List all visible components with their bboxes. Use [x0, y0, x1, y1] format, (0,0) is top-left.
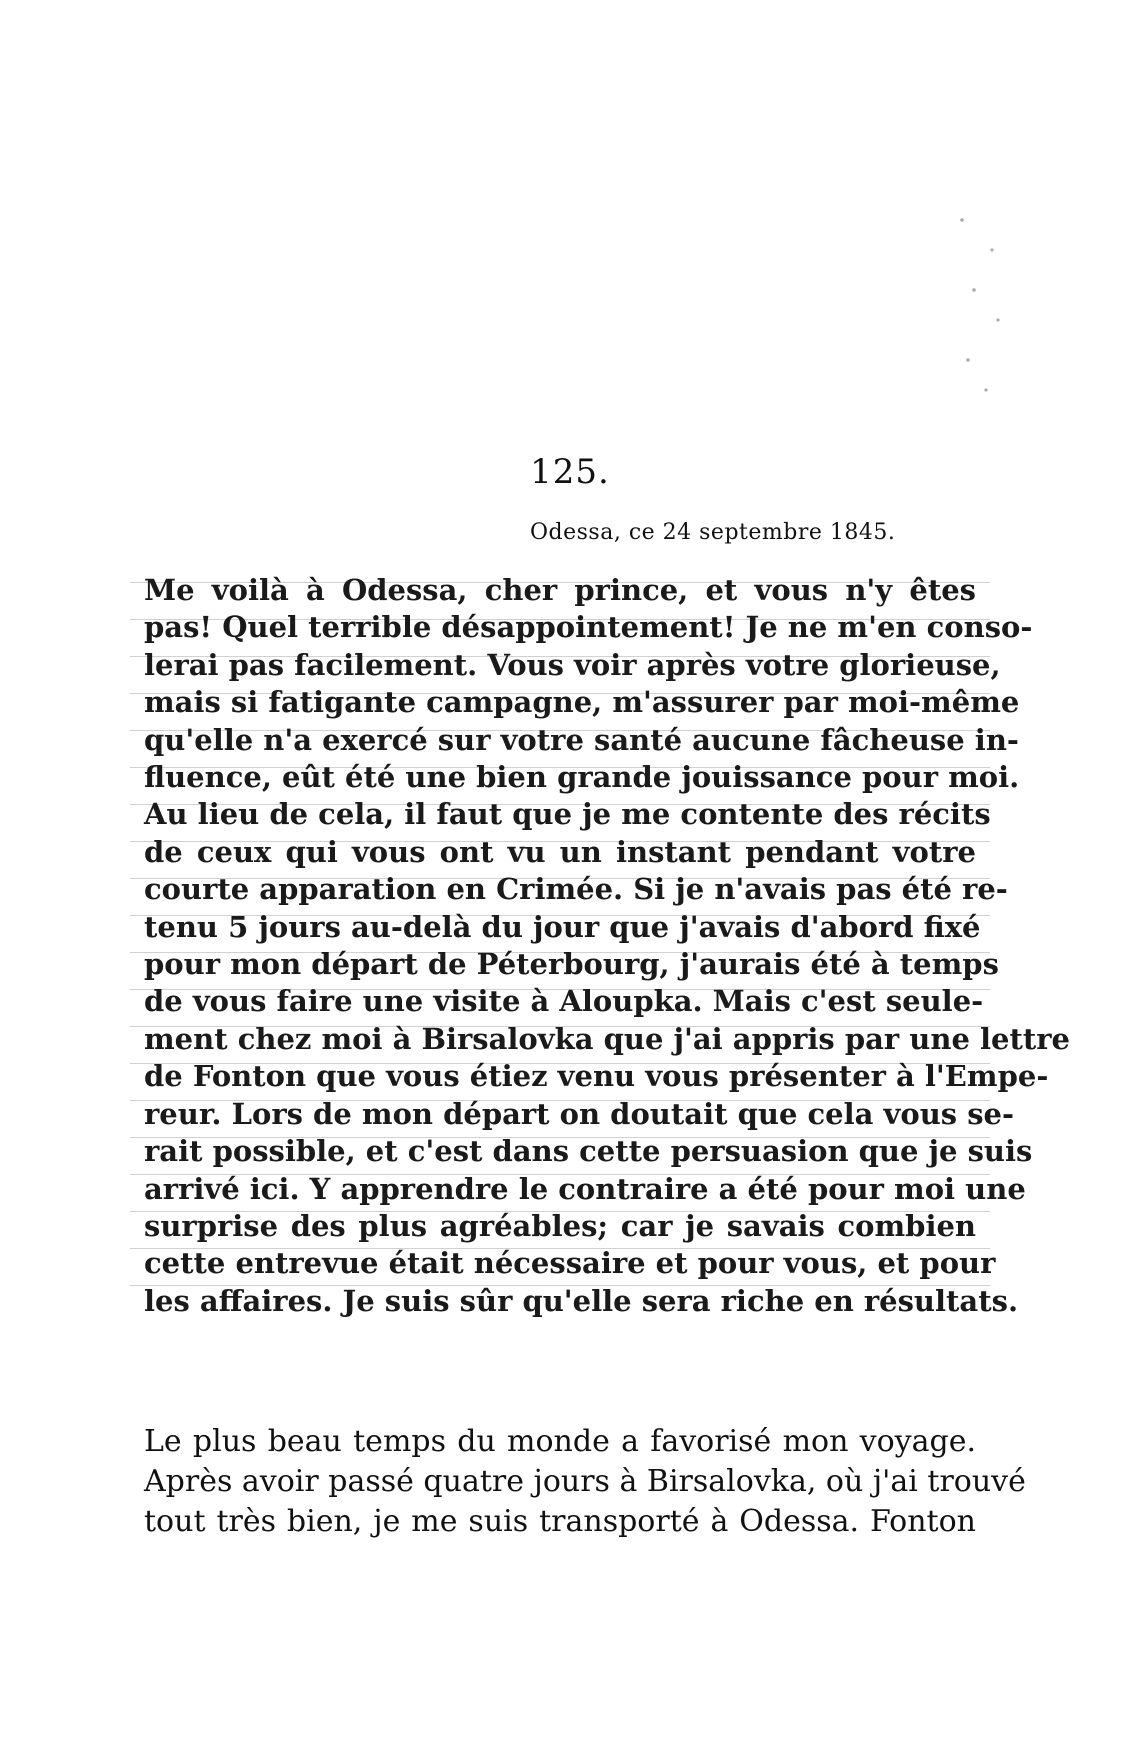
text-line: Au lieu de cela, il faut que je me contente des récits [144, 797, 991, 832]
scan-specks [950, 200, 1010, 400]
text-line: ment chez moi à Birsalovka que j'ai appris par une lettre [144, 1021, 1071, 1056]
text-line: reur. Lors de mon départ on doutait que cela vous se- [144, 1096, 1015, 1131]
text-line: de vous faire une visite à Aloupka. Mais c'est seule- [144, 984, 984, 1019]
text-line: Après avoir passé quatre jours à Birsalovka, où j'ai trouvé [144, 1464, 1026, 1499]
text-line: fluence, eût été une bien grande jouissance pour moi. [144, 760, 1020, 795]
text-line: pas! Quel terrible désappointement! Je ne m'en conso- [144, 610, 1033, 645]
text-line: tenu 5 jours au-delà du jour que j'avais d'abord fixé [144, 909, 981, 944]
text-line: de ceux qui vous ont vu un instant pendant votre [144, 834, 976, 869]
text-line: lerai pas facilement. Vous voir après votre glorieuse, [144, 647, 1001, 682]
page-number: 125. [530, 452, 610, 492]
text-line: qu'elle n'a exercé sur votre santé aucune fâcheuse in- [144, 722, 1019, 757]
text-line: courte apparation en Crimée. Si je n'avais pas été re- [144, 872, 1008, 907]
text-line: Me voilà à Odessa, cher prince, et vous n'y êtes [144, 573, 976, 607]
text-line: Le plus beau temps du monde a favorisé mon voyage. [144, 1424, 976, 1459]
text-line: rait possible, et c'est dans cette persuasion que je suis [144, 1134, 1033, 1169]
text-line: arrivé ici. Y apprendre le contraire a été pour moi une [144, 1171, 1026, 1206]
text-line: surprise des plus agréables; car je savais combien [144, 1208, 976, 1243]
letter-paragraph [144, 572, 1071, 1320]
text-line: cette entrevue était nécessaire et pour vous, et pour [144, 1246, 996, 1281]
letter-dateline: Odessa, ce 24 septembre 1845. [530, 520, 896, 545]
text-line: tout très bien, je me suis transporté à Odessa. Fonton [144, 1504, 976, 1539]
text-line: mais si fatigante campagne, m'assurer par moi-même [144, 685, 1020, 720]
second-paragraph [144, 1422, 1026, 1542]
text-line: les affaires. Je suis sûr qu'elle sera riche en résultats. [144, 1283, 1019, 1318]
text-line: pour mon départ de Péterbourg, j'aurais été à temps [144, 947, 999, 982]
text-line: de Fonton que vous étiez venu vous présenter à l'Empe- [144, 1059, 1049, 1094]
